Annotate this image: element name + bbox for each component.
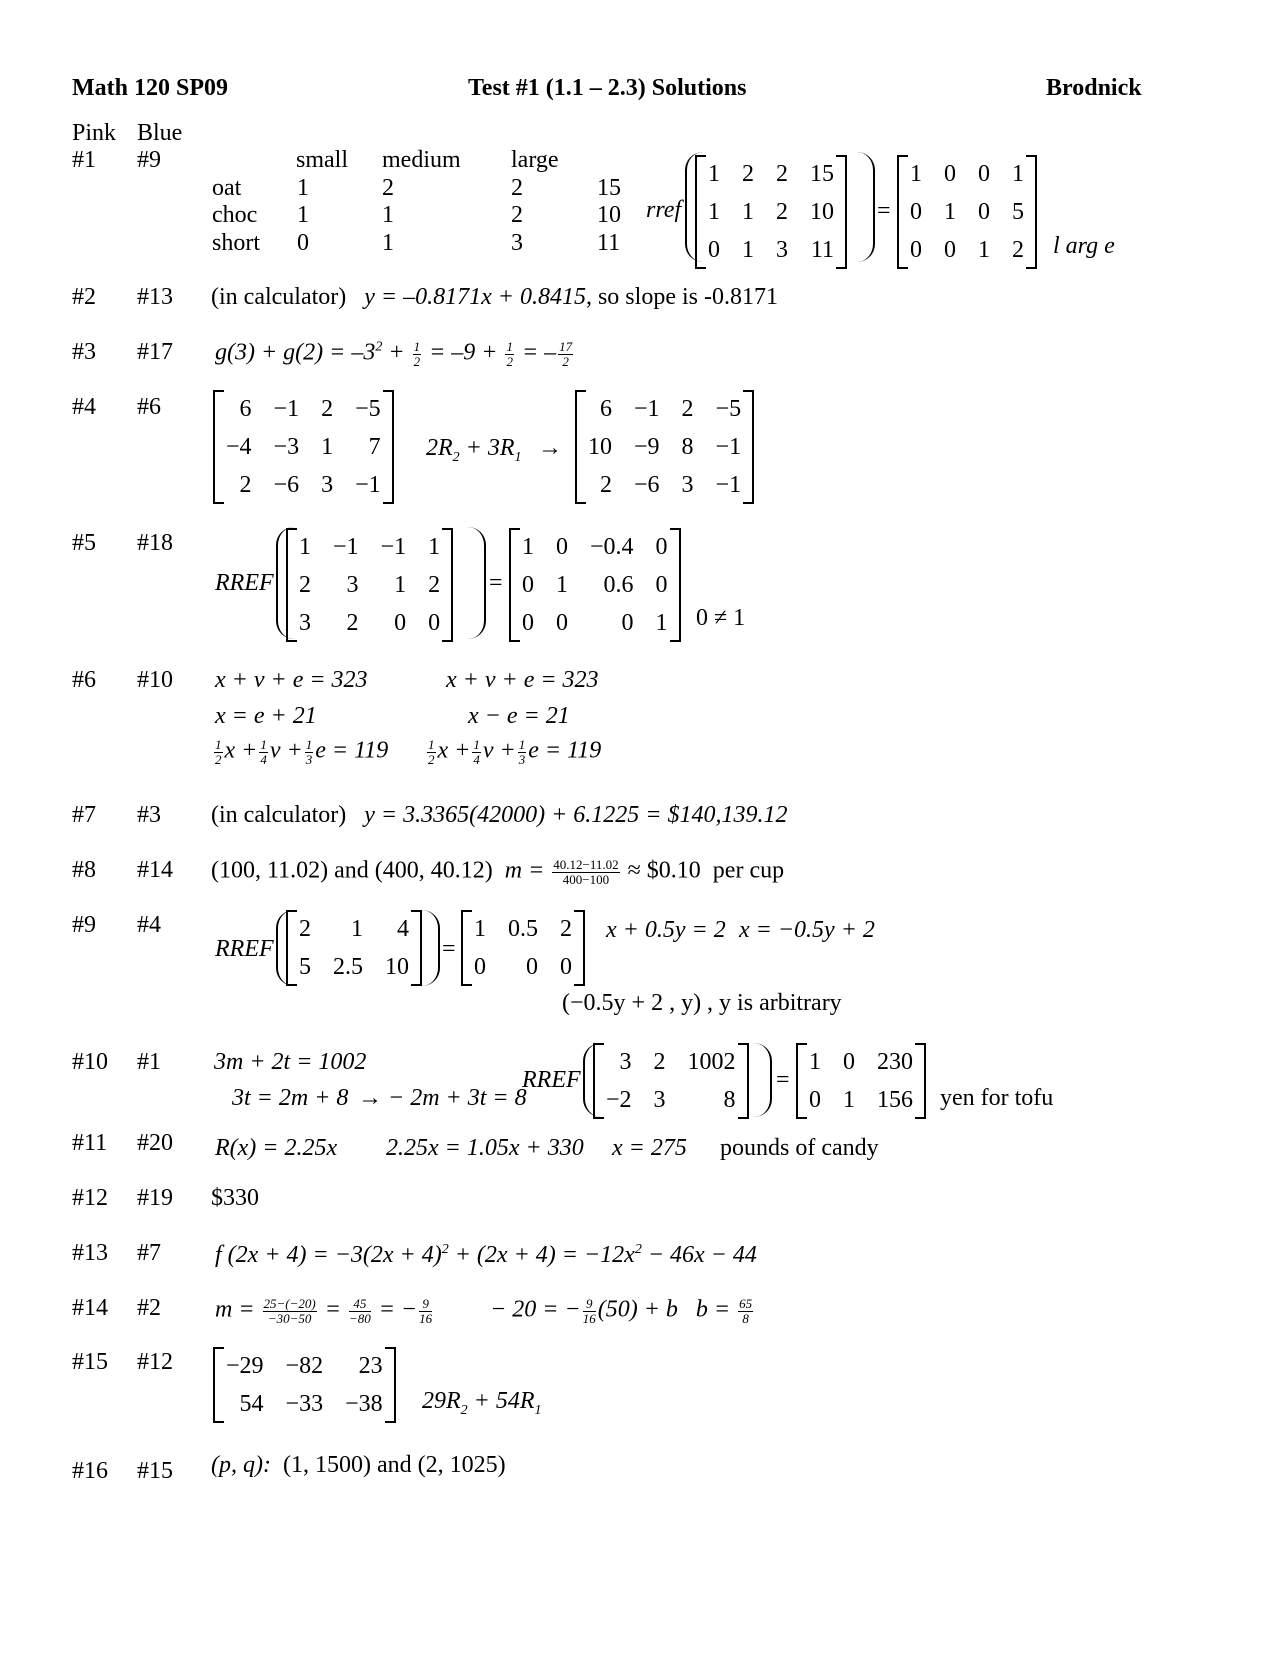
matrix-cell: −33 <box>285 1390 324 1417</box>
pink-number: #4 <box>72 394 96 420</box>
matrix-row <box>215 1347 394 1385</box>
matrix-cell: 4 <box>397 915 409 942</box>
equation: $\frac{1}{2}$ x + $\frac{1}{4}$ v + $\frac{1}{3}$ e = 119 <box>428 737 602 767</box>
equation: x − e = 21 <box>468 703 570 729</box>
matrix-cell: 6 <box>239 395 252 422</box>
cell: 1 <box>382 202 394 228</box>
matrix-cell: −9 <box>634 433 660 460</box>
matrix-row <box>215 428 392 466</box>
blue-number: #18 <box>137 530 173 556</box>
prefix: (in calculator) <box>211 284 347 310</box>
cell: 2 <box>511 202 523 228</box>
matrix-cell: −1 <box>355 471 381 498</box>
row-label: short <box>212 230 260 256</box>
blue-number: #17 <box>137 339 173 365</box>
pink-number: #13 <box>72 1240 108 1266</box>
matrix-row <box>899 193 1035 231</box>
problem-7-solution: (in calculator) y = 3.3365(42000) + 6.1225 = $140,139.12 <box>211 802 788 828</box>
matrix-cell: 3 <box>681 471 694 498</box>
problem-8-solution: (100, 11.02) and (400, 40.12) m = $\frac{40.12-11.02}{400-100}$ ≈ $0.10 per cup <box>211 857 785 887</box>
problem-3-solution <box>215 340 575 368</box>
matrix-cell: −5 <box>715 395 742 422</box>
matrix-cell: 1002 <box>687 1048 736 1075</box>
matrix-cell: 11 <box>810 236 834 263</box>
matrix-cell: 0 <box>394 609 407 636</box>
matrix-cell: 2 <box>299 915 311 942</box>
matrix-cell: 3 <box>653 1086 666 1113</box>
matrix-cell: 0 <box>474 953 486 980</box>
blue-number: #12 <box>137 1349 173 1375</box>
matrix-row <box>215 1385 394 1423</box>
cell: 2 <box>511 175 523 201</box>
matrix-cell: 1 <box>843 1086 855 1113</box>
matrix-row <box>798 1081 924 1119</box>
matrix-aug <box>695 155 847 269</box>
equation: 3m + 2t = 1002 <box>214 1049 367 1075</box>
matrix-row <box>511 528 679 566</box>
matrix-cell: 0 <box>556 533 568 560</box>
column-header-pink: Pink <box>72 120 117 146</box>
equals-sign: = <box>442 936 456 962</box>
course-title: Math 120 SP09 <box>72 75 228 101</box>
pink-number: #9 <box>72 912 96 938</box>
matrix-cell: −5 <box>355 395 381 422</box>
matrix-cell: 0 <box>978 160 990 187</box>
exponent: 2 <box>375 339 383 355</box>
rref-label: RREF <box>215 936 274 962</box>
pink-number: #16 <box>72 1458 108 1484</box>
equals-sign: = <box>877 198 891 224</box>
matrix-cell: 230 <box>877 1048 913 1075</box>
matrix-cell: 0 <box>556 609 568 636</box>
matrix-row <box>463 910 583 948</box>
matrix-cell: 1 <box>910 160 922 187</box>
blue-number: #20 <box>137 1130 173 1156</box>
pink-number: #6 <box>72 667 96 693</box>
matrix-row <box>288 604 451 642</box>
matrix-aug <box>286 910 422 986</box>
matrix-cell: −1 <box>715 471 742 498</box>
blue-number: #14 <box>137 857 173 883</box>
matrix-cell: 5 <box>1012 198 1024 225</box>
matrix-cell: 0 <box>526 953 538 980</box>
matrix-cell: 2 <box>1012 236 1024 263</box>
matrix-cell: −82 <box>285 1352 324 1379</box>
matrix-cell: 0 <box>560 953 572 980</box>
matrix-cell: 10 <box>385 953 409 980</box>
equation: x + v + e = 323 <box>215 667 368 693</box>
matrix-cell: 2 <box>681 395 694 422</box>
problem-12-solution: $330 <box>211 1185 259 1211</box>
contradiction-note: 0 ≠ 1 <box>696 605 746 631</box>
matrix-cell: 0 <box>708 236 720 263</box>
matrix-cell: −3 <box>273 433 300 460</box>
fraction: $\frac{17}{2}$ <box>559 339 573 369</box>
matrix-row <box>215 466 392 504</box>
matrix-row <box>577 428 752 466</box>
matrix-cell: 1 <box>944 198 956 225</box>
fraction: $\frac{1}{2}$ <box>506 339 513 369</box>
blue-number: #19 <box>137 1185 173 1211</box>
blue-number: #4 <box>137 912 161 938</box>
matrix-cell: 1 <box>1012 160 1024 187</box>
rref-label: RREF <box>215 570 274 596</box>
matrix-cell: 3 <box>619 1048 632 1075</box>
matrix-cell: 1 <box>299 533 311 560</box>
general-solution: (−0.5y + 2 , y) , y is arbitrary <box>562 990 842 1016</box>
blue-number: #7 <box>137 1240 161 1266</box>
cell: 1 <box>382 230 394 256</box>
matrix-row <box>899 231 1035 269</box>
matrix-cell: 3 <box>321 471 334 498</box>
matrix-cell: −38 <box>345 1390 383 1417</box>
matrix-cell: −29 <box>226 1352 264 1379</box>
col-header: small <box>296 147 348 173</box>
arrow: → <box>538 435 562 461</box>
expr: g(3) + g(2) = –3 <box>215 339 376 366</box>
matrix-row <box>899 155 1035 193</box>
cell: 1 <box>297 175 309 201</box>
matrix-cell: 15 <box>810 160 834 187</box>
row-label: oat <box>212 175 242 201</box>
matrix-cell: −6 <box>273 471 300 498</box>
matrix-cell: 0 <box>522 571 534 598</box>
matrix-cell: 0 <box>910 198 922 225</box>
equation: x = 275 <box>612 1135 687 1161</box>
equation: R(x) = 2.25x <box>215 1135 338 1161</box>
pink-number: #8 <box>72 857 96 883</box>
matrix-cell: 0 <box>655 571 668 598</box>
matrix-row <box>595 1043 747 1081</box>
matrix-row <box>288 566 451 604</box>
row-operation: $2R_2 + 3R_1$ <box>426 435 522 465</box>
pink-number: #7 <box>72 802 96 828</box>
matrix-cell: 2 <box>742 160 754 187</box>
matrix-cell: 1 <box>351 915 363 942</box>
pink-number: #12 <box>72 1185 108 1211</box>
matrix-row <box>215 390 392 428</box>
matrix-cell: 1 <box>742 198 754 225</box>
equation: x = −0.5y + 2 <box>739 917 875 943</box>
matrix-aug <box>286 528 453 642</box>
equation: x + 0.5y = 2 <box>606 917 726 943</box>
matrix-aug <box>593 1043 749 1119</box>
cell: 10 <box>597 202 621 228</box>
matrix-cell: 1 <box>522 533 534 560</box>
matrix-cell: 3 <box>346 571 359 598</box>
matrix-rref <box>461 910 585 986</box>
cell: 2 <box>382 175 394 201</box>
rref-label: RREF <box>522 1067 581 1093</box>
matrix-cell: 1 <box>394 571 407 598</box>
blue-number: #2 <box>137 1295 161 1321</box>
matrix-original <box>213 1347 396 1423</box>
author-name: Brodnick <box>1046 75 1142 101</box>
equation: y = –0.8171x + 0.8415 <box>364 284 586 310</box>
matrix-row <box>697 231 845 269</box>
matrix-cell: 0 <box>910 236 922 263</box>
equation: x = e + 21 <box>215 703 317 729</box>
pink-number: #11 <box>72 1130 108 1156</box>
matrix-cell: 1 <box>708 160 720 187</box>
matrix-cell: 3 <box>299 609 311 636</box>
matrix-cell: 1 <box>742 236 754 263</box>
matrix-cell: 2 <box>600 471 612 498</box>
equation: 3t = 2m + 8 <box>232 1085 349 1111</box>
matrix-cell: 10 <box>810 198 834 225</box>
matrix-cell: 1 <box>708 198 720 225</box>
matrix-cell: 0.6 <box>603 571 634 598</box>
plus: + <box>382 339 411 366</box>
problem-2-solution <box>211 285 778 309</box>
pink-number: #15 <box>72 1349 108 1375</box>
matrix-cell: 54 <box>239 1390 264 1417</box>
cell: 15 <box>597 175 621 201</box>
matrix-cell: 0 <box>809 1086 821 1113</box>
problem-14-solution: m = $\frac{25-(-20)}{-30-50}$ = $\frac{45}{-80}$ = − $\frac{9}{16}$ − 20 = − $\frac{9}{16}$ (50) + b b = $\frac{65}{8}$ <box>215 1296 753 1326</box>
matrix-row <box>798 1043 924 1081</box>
matrix-row <box>288 528 451 566</box>
matrix-row <box>697 155 845 193</box>
matrix-row <box>511 566 679 604</box>
matrix-cell: 1 <box>321 433 334 460</box>
blue-number: #9 <box>137 147 161 173</box>
pink-number: #2 <box>72 284 96 310</box>
matrix-cell: 0 <box>522 609 534 636</box>
col-header: medium <box>382 147 461 173</box>
matrix-cell: 1 <box>978 236 990 263</box>
matrix-cell: 2 <box>321 395 334 422</box>
matrix-row <box>697 193 845 231</box>
pink-number: #5 <box>72 530 96 556</box>
matrix-cell: 1 <box>474 915 486 942</box>
matrix-cell: 6 <box>600 395 612 422</box>
blue-number: #15 <box>137 1458 173 1484</box>
matrix-cell: 10 <box>588 433 612 460</box>
matrix-cell: 3 <box>776 236 788 263</box>
matrix-cell: 8 <box>681 433 694 460</box>
cell: 0 <box>297 230 309 256</box>
answer-text: pounds of candy <box>720 1135 879 1161</box>
matrix-cell: 7 <box>368 433 381 460</box>
equals-sign: = <box>776 1067 790 1093</box>
matrix-cell: 2.5 <box>333 953 363 980</box>
rref-label: rref <box>646 197 682 223</box>
problem-13-solution: f $(2x + 4) = -3(2x + 4)^2 + (2x + 4) = -12x^2 - 46x - 44$ <box>215 1242 757 1268</box>
equation: 2.25x = 1.05x + 330 <box>386 1135 584 1161</box>
matrix-cell: 2 <box>776 160 788 187</box>
matrix-row <box>577 466 752 504</box>
matrix-cell: 0 <box>944 160 956 187</box>
tail-text: l arg e <box>1053 233 1115 259</box>
cell: 3 <box>511 230 523 256</box>
expr: = – <box>515 339 557 366</box>
equals-sign: = <box>489 570 503 596</box>
pink-number: #1 <box>72 147 96 173</box>
matrix-row <box>577 390 752 428</box>
matrix-cell: 0 <box>843 1048 855 1075</box>
fraction: $\frac{1}{2}$ <box>413 339 421 369</box>
matrix-cell: −4 <box>226 433 252 460</box>
matrix-row <box>511 604 679 642</box>
suffix: , so slope is -0.8171 <box>585 284 778 310</box>
matrix-row <box>288 910 420 948</box>
equation: $\frac{1}{2}$ x + $\frac{1}{4}$ v + $\frac{1}{3}$ e = 119 <box>215 737 389 767</box>
matrix-cell: 1 <box>556 571 568 598</box>
matrix-cell: 2 <box>428 571 441 598</box>
pink-number: #3 <box>72 339 96 365</box>
matrix-cell: 1 <box>655 609 668 636</box>
matrix-row <box>463 948 583 986</box>
matrix-cell: −1 <box>380 533 407 560</box>
matrix-rref <box>509 528 681 642</box>
row-operation: $29R_2 + 54R_1$ <box>422 1388 542 1418</box>
blue-number: #6 <box>137 394 161 420</box>
matrix-original <box>213 390 394 504</box>
matrix-result <box>575 390 754 504</box>
pink-number: #14 <box>72 1295 108 1321</box>
matrix-cell: 2 <box>776 198 788 225</box>
matrix-cell: 0 <box>978 198 990 225</box>
matrix-row <box>595 1081 747 1119</box>
matrix-cell: 2 <box>239 471 252 498</box>
col-header: large <box>511 147 559 173</box>
expr: = –9 + <box>423 339 504 366</box>
row-label: choc <box>212 202 258 228</box>
matrix-cell: 0 <box>655 533 668 560</box>
cell: 1 <box>297 202 309 228</box>
cell: 11 <box>597 230 621 256</box>
matrix-cell: 8 <box>723 1086 736 1113</box>
matrix-cell: −1 <box>715 433 742 460</box>
matrix-cell: 0 <box>428 609 441 636</box>
equation: → − 2m + 3t = 8 <box>358 1085 527 1111</box>
matrix-rref <box>796 1043 926 1119</box>
matrix-cell: 2 <box>299 571 311 598</box>
matrix-cell: −2 <box>606 1086 632 1113</box>
blue-number: #3 <box>137 802 161 828</box>
matrix-cell: 1 <box>428 533 441 560</box>
matrix-cell: 156 <box>877 1086 913 1113</box>
matrix-cell: 5 <box>299 953 311 980</box>
blue-number: #1 <box>137 1049 161 1075</box>
matrix-cell: 0.5 <box>508 915 538 942</box>
matrix-cell: −1 <box>634 395 660 422</box>
matrix-cell: 0 <box>944 236 956 263</box>
pink-number: #10 <box>72 1049 108 1075</box>
test-title: Test #1 (1.1 – 2.3) Solutions <box>468 75 747 101</box>
matrix-cell: 23 <box>358 1352 383 1379</box>
problem-16-solution: (p, q): (1, 1500) and (2, 1025) <box>211 1452 506 1478</box>
matrix-cell: 1 <box>809 1048 821 1075</box>
column-header-blue: Blue <box>137 120 183 146</box>
matrix-cell: −6 <box>634 471 660 498</box>
matrix-cell: −1 <box>333 533 359 560</box>
equation: x + v + e = 323 <box>446 667 599 693</box>
matrix-rref <box>897 155 1037 269</box>
matrix-cell: 2 <box>346 609 359 636</box>
blue-number: #13 <box>137 284 173 310</box>
matrix-row <box>288 948 420 986</box>
matrix-cell: 2 <box>653 1048 666 1075</box>
matrix-cell: 2 <box>560 915 572 942</box>
matrix-cell: −1 <box>273 395 300 422</box>
matrix-cell: 0 <box>621 609 634 636</box>
matrix-cell: −0.4 <box>590 533 634 560</box>
tail-text: yen for tofu <box>940 1085 1054 1111</box>
blue-number: #10 <box>137 667 173 693</box>
